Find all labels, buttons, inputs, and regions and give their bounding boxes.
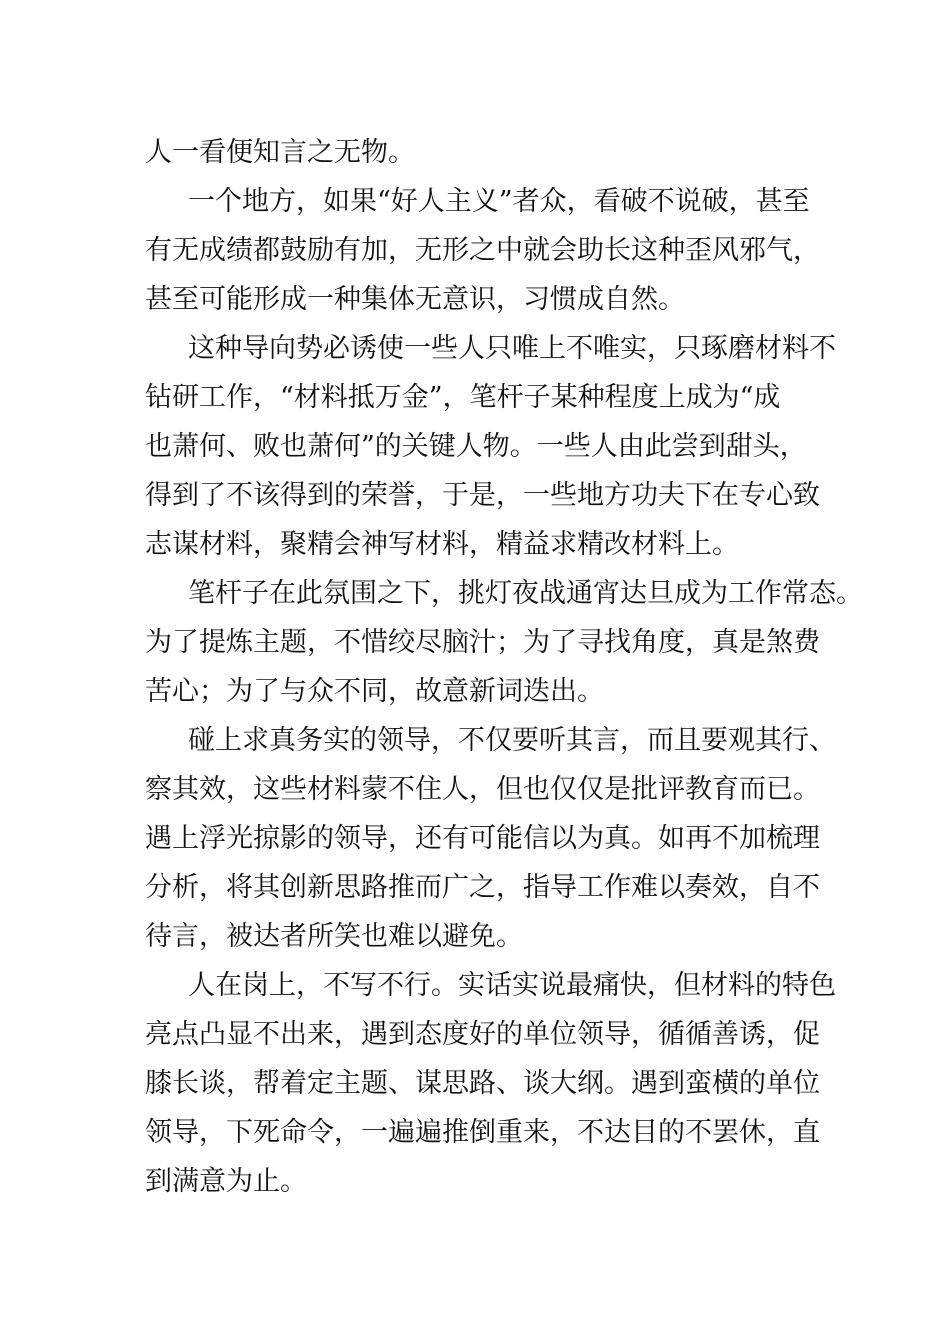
text-line: 为了提炼主题，不惜绞尽脑汁；为了寻找角度，真是煞费: [145, 627, 820, 658]
body-text: [145, 128, 863, 1206]
text-line: 膝长谈，帮着定主题、谋思路、谈大纲。遇到蛮横的单位: [145, 1068, 820, 1099]
text-line: 钻研工作，“材料抵万金”，笔杆子某种程度上成为“成: [145, 382, 781, 413]
text-line: 察其效，这些材料蒙不住人，但也仅仅是批评教育而已。: [145, 774, 820, 805]
text-line: 志谋材料，聚精会神写材料，精益求精改材料上。: [145, 529, 739, 560]
text-line: 苦心；为了与众不同，故意新词迭出。: [145, 676, 604, 707]
text-line: 这种导向势必诱使一些人只唯上不唯实，只琢磨材料不: [188, 333, 836, 364]
text-line: 甚至可能形成一种集体无意识，习惯成自然。: [145, 284, 685, 315]
text-line: 有无成绩都鼓励有加，无形之中就会助长这种歪风邪气，: [145, 235, 820, 266]
text-line: 待言，被达者所笑也难以避免。: [145, 921, 523, 952]
text-line: 也萧何、败也萧何”的关键人物。一些人由此尝到甜头，: [145, 431, 807, 462]
text-line: 遇上浮光掠影的领导，还有可能信以为真。如再不加梳理: [145, 823, 820, 854]
text-line: 到满意为止。: [145, 1166, 307, 1197]
text-line: 笔杆子在此氛围之下，挑灯夜战通宵达旦成为工作常态。: [188, 578, 863, 609]
text-line: 碰上求真务实的领导，不仅要听其言，而且要观其行、: [188, 725, 836, 756]
text-line: 分析，将其创新思路推而广之，指导工作难以奏效，自不: [145, 872, 820, 903]
text-line: 人在岗上，不写不行。实话实说最痛快，但材料的特色: [188, 970, 836, 1001]
text-line: 一个地方，如果“好人主义”者众，看破不说破，甚至: [188, 186, 810, 217]
text-line: 人一看便知言之无物。: [145, 137, 415, 168]
text-line: 领导，下死命令，一遍遍推倒重来，不达目的不罢休，直: [145, 1117, 820, 1148]
text-line: 亮点凸显不出来，遇到态度好的单位领导，循循善诱，促: [145, 1019, 820, 1050]
text-line: 得到了不该得到的荣誉，于是，一些地方功夫下在专心致: [145, 480, 820, 511]
